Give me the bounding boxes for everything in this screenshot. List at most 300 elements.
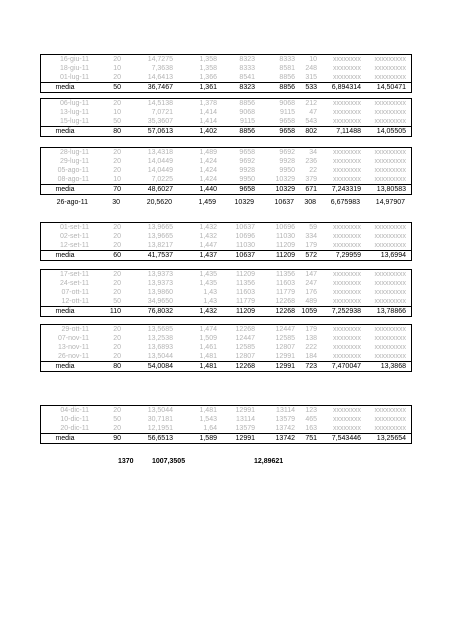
qty-cell: 20: [113, 158, 121, 165]
date-cell: 29-lug-11: [59, 158, 89, 165]
qty-cell: 20: [113, 280, 121, 287]
table-row: [41, 334, 411, 343]
km-start-cell: 11030: [236, 242, 255, 249]
km-start-cell: 11356: [236, 280, 255, 287]
table-row: [41, 108, 411, 117]
price-cell: 1,378: [199, 100, 217, 107]
date-cell: 08-ago-11: [57, 176, 89, 183]
price-cell: 1,43: [203, 289, 217, 296]
qty-cell: 20: [113, 100, 121, 107]
table-row: [41, 406, 411, 415]
km-diff-cell: 379: [305, 176, 317, 183]
amount-cell: 13,9373: [147, 271, 173, 278]
km-end-cell: 13579: [275, 416, 295, 423]
ratio-a-cell: 6,894314: [331, 84, 361, 91]
price-cell: 1,424: [199, 167, 217, 174]
qty-cell: 20: [113, 74, 121, 81]
ratio-b-cell: xxxxxxxxx: [374, 344, 406, 351]
totals-row: [40, 458, 410, 468]
km-start-cell: 11209: [236, 308, 255, 315]
date-cell: 01-set-11: [59, 224, 89, 231]
km-end-cell: 9692: [279, 149, 295, 156]
qty-cell: 20: [113, 326, 121, 333]
km-start-cell: 9928: [239, 167, 255, 174]
amount-cell: 13,9665: [147, 233, 173, 240]
ratio-a-cell: xxxxxxxx: [333, 176, 361, 183]
ratio-a-cell: xxxxxxxx: [333, 109, 361, 116]
price-cell: 1,481: [199, 407, 217, 414]
data-block: [40, 147, 412, 195]
ratio-b-cell: xxxxxxxxx: [374, 353, 406, 360]
km-diff-cell: 802: [305, 128, 317, 135]
km-diff-cell: 34: [309, 149, 317, 156]
table-row: [41, 166, 411, 175]
date-cell: 28-lug-11: [59, 149, 89, 156]
ratio-b-cell: 14,97907: [375, 199, 405, 206]
ratio-a-cell: 7,11488: [336, 128, 361, 135]
table-row: [41, 297, 411, 306]
price-cell: 1,402: [199, 128, 217, 135]
ratio-a-cell: 7,252938: [331, 308, 361, 315]
qty-cell: 50: [113, 298, 121, 305]
ratio-a-cell: xxxxxxxx: [333, 242, 361, 249]
amount-cell: 13,9860: [147, 289, 173, 296]
amount-cell: 14,6413: [147, 74, 173, 81]
amount-cell: 7,0721: [151, 109, 173, 116]
km-end-cell: 12585: [275, 335, 295, 342]
table-row: [41, 415, 411, 424]
amount-cell: 30,7181: [147, 416, 173, 423]
ratio-a-cell: xxxxxxxx: [333, 280, 361, 287]
km-diff-cell: 222: [305, 344, 317, 351]
km-start-cell: 8856: [239, 128, 255, 135]
ratio-a-cell: xxxxxxxx: [333, 74, 361, 81]
price-cell: 1,64: [203, 425, 217, 432]
amount-cell: 7,0225: [151, 176, 173, 183]
ratio-b-cell: xxxxxxxxx: [374, 109, 406, 116]
ratio-a-cell: xxxxxxxx: [333, 298, 361, 305]
price-cell: 1,414: [199, 109, 217, 116]
media-label: media: [55, 308, 75, 315]
table-row: [41, 117, 411, 126]
km-start-cell: 11779: [236, 298, 255, 305]
table-row: [41, 270, 411, 279]
price-cell: 1,461: [199, 344, 217, 351]
qty-cell: 50: [113, 118, 121, 125]
km-end-cell: 12268: [275, 298, 295, 305]
km-end-cell: 12268: [275, 308, 295, 315]
total-ratio: 12,89621: [254, 458, 284, 465]
km-diff-cell: 572: [305, 252, 317, 259]
amount-cell: 14,5138: [147, 100, 173, 107]
amount-cell: 13,9665: [147, 224, 173, 231]
km-diff-cell: 147: [305, 271, 317, 278]
km-end-cell: 12447: [275, 326, 295, 333]
km-diff-cell: 248: [305, 65, 317, 72]
table-row: [41, 279, 411, 288]
km-diff-cell: 533: [305, 84, 317, 91]
ratio-b-cell: 13,78866: [376, 308, 406, 315]
date-cell: 12-set-11: [59, 242, 89, 249]
km-start-cell: 8323: [239, 56, 255, 63]
amount-cell: 7,3638: [151, 65, 173, 72]
km-start-cell: 12268: [235, 326, 255, 333]
price-cell: 1,589: [199, 435, 217, 442]
km-end-cell: 10637: [274, 199, 294, 206]
ratio-a-cell: xxxxxxxx: [333, 326, 361, 333]
km-end-cell: 9658: [279, 128, 295, 135]
km-end-cell: 11603: [276, 280, 295, 287]
table-row: [41, 223, 411, 232]
price-cell: 1,432: [199, 233, 217, 240]
km-end-cell: 8581: [279, 65, 295, 72]
price-cell: 1,358: [199, 56, 217, 63]
km-diff-cell: 334: [305, 233, 317, 240]
km-end-cell: 8333: [279, 56, 295, 63]
amount-cell: 36,7467: [147, 84, 173, 91]
amount-cell: 76,8032: [147, 308, 173, 315]
km-diff-cell: 489: [305, 298, 317, 305]
ratio-a-cell: xxxxxxxx: [333, 233, 361, 240]
media-label: media: [55, 84, 75, 91]
km-diff-cell: 465: [305, 416, 317, 423]
price-cell: 1,435: [199, 280, 217, 287]
amount-cell: 13,5044: [147, 407, 173, 414]
table-row: [41, 175, 411, 184]
table-row: [41, 148, 411, 157]
qty-cell: 80: [113, 363, 121, 370]
ratio-b-cell: xxxxxxxxx: [374, 233, 406, 240]
amount-cell: 41,7537: [147, 252, 173, 259]
ratio-b-cell: 14,05505: [376, 128, 406, 135]
date-cell: 13-lug-11: [59, 109, 89, 116]
qty-cell: 80: [113, 128, 121, 135]
km-diff-cell: 1059: [301, 308, 317, 315]
km-start-cell: 10329: [234, 199, 254, 206]
ratio-b-cell: xxxxxxxxx: [374, 416, 406, 423]
km-end-cell: 11209: [276, 252, 295, 259]
date-cell: 02-set-11: [59, 233, 89, 240]
data-block: [40, 54, 412, 93]
table-row: [41, 352, 411, 361]
price-cell: 1,437: [199, 252, 217, 259]
date-cell: 06-lug-11: [59, 100, 89, 107]
qty-cell: 50: [113, 416, 121, 423]
price-cell: 1,43: [203, 298, 217, 305]
qty-cell: 20: [113, 242, 121, 249]
qty-cell: 20: [113, 56, 121, 63]
km-start-cell: 12585: [235, 344, 255, 351]
total-amount: 1007,3505: [152, 458, 186, 465]
date-cell: 17-set-11: [59, 271, 89, 278]
km-diff-cell: 59: [309, 224, 317, 231]
price-cell: 1,358: [199, 65, 217, 72]
date-cell: 07-nov-11: [57, 335, 89, 342]
date-cell: 29-ott-11: [61, 326, 89, 333]
price-cell: 1,424: [199, 176, 217, 183]
km-start-cell: 12268: [235, 363, 255, 370]
km-diff-cell: 543: [305, 118, 317, 125]
ratio-b-cell: xxxxxxxxx: [374, 289, 406, 296]
ratio-a-cell: xxxxxxxx: [333, 271, 361, 278]
amount-cell: 14,0449: [147, 158, 173, 165]
price-cell: 1,361: [199, 84, 217, 91]
media-row: [41, 306, 411, 316]
date-cell: 15-lug-11: [59, 118, 89, 125]
ratio-b-cell: xxxxxxxxx: [374, 224, 406, 231]
price-cell: 1,481: [199, 363, 217, 370]
single-row-26-ago: [40, 198, 410, 207]
km-end-cell: 10329: [275, 176, 295, 183]
km-start-cell: 10637: [235, 252, 255, 259]
ratio-b-cell: 13,3868: [380, 363, 406, 370]
table-row: [41, 424, 411, 433]
ratio-a-cell: xxxxxxxx: [333, 353, 361, 360]
km-end-cell: 8856: [279, 74, 295, 81]
km-diff-cell: 236: [305, 158, 317, 165]
ratio-a-cell: 7,543446: [331, 435, 361, 442]
data-block: [40, 269, 412, 317]
ratio-b-cell: xxxxxxxxx: [374, 118, 406, 125]
ratio-a-cell: xxxxxxxx: [333, 100, 361, 107]
date-cell: 26-ago-11: [56, 199, 88, 206]
qty-cell: 20: [113, 271, 121, 278]
qty-cell: 70: [113, 186, 121, 193]
ratio-b-cell: xxxxxxxxx: [374, 407, 406, 414]
km-end-cell: 12991: [275, 363, 295, 370]
qty-cell: 90: [113, 435, 121, 442]
ratio-b-cell: xxxxxxxxx: [374, 56, 406, 63]
km-end-cell: 13114: [276, 407, 295, 414]
amount-cell: 14,0449: [147, 167, 173, 174]
km-diff-cell: 315: [305, 74, 317, 81]
km-end-cell: 13742: [275, 425, 295, 432]
media-row: [41, 184, 411, 194]
km-diff-cell: 671: [305, 186, 317, 193]
date-cell: 12-ott-11: [61, 298, 89, 305]
media-row: [41, 361, 411, 371]
km-diff-cell: 138: [305, 335, 317, 342]
qty-cell: 20: [113, 167, 121, 174]
ratio-a-cell: xxxxxxxx: [333, 344, 361, 351]
ratio-a-cell: xxxxxxxx: [333, 167, 361, 174]
data-block: [40, 98, 412, 137]
ratio-b-cell: xxxxxxxxx: [374, 298, 406, 305]
ratio-b-cell: xxxxxxxxx: [374, 326, 406, 333]
media-row: [41, 126, 411, 136]
media-label: media: [55, 128, 75, 135]
qty-cell: 10: [113, 176, 121, 183]
price-cell: 1,481: [199, 353, 217, 360]
ratio-a-cell: xxxxxxxx: [333, 335, 361, 342]
km-start-cell: 13579: [235, 425, 255, 432]
price-cell: 1,459: [198, 199, 216, 206]
amount-cell: 56,6513: [147, 435, 173, 442]
ratio-a-cell: xxxxxxxx: [333, 416, 361, 423]
ratio-a-cell: xxxxxxxx: [333, 118, 361, 125]
price-cell: 1,414: [199, 118, 217, 125]
km-start-cell: 10637: [235, 224, 255, 231]
km-diff-cell: 176: [305, 289, 317, 296]
km-diff-cell: 123: [305, 407, 317, 414]
km-end-cell: 9115: [279, 109, 295, 116]
table-row: [41, 73, 411, 82]
data-block: [40, 405, 412, 444]
km-start-cell: 9658: [239, 186, 255, 193]
qty-cell: 50: [113, 84, 121, 91]
qty-cell: 110: [109, 308, 121, 315]
km-diff-cell: 212: [305, 100, 317, 107]
km-end-cell: 9950: [279, 167, 295, 174]
km-end-cell: 12807: [275, 344, 295, 351]
km-diff-cell: 247: [305, 280, 317, 287]
km-diff-cell: 179: [305, 326, 317, 333]
data-block: [40, 324, 412, 372]
amount-cell: 13,8217: [147, 242, 173, 249]
amount-cell: 13,4318: [147, 149, 173, 156]
km-start-cell: 12991: [235, 435, 255, 442]
ratio-a-cell: xxxxxxxx: [333, 149, 361, 156]
ratio-b-cell: xxxxxxxxx: [374, 280, 406, 287]
km-start-cell: 9115: [239, 118, 255, 125]
price-cell: 1,435: [199, 271, 217, 278]
table-row: [41, 288, 411, 297]
amount-cell: 14,7275: [147, 56, 173, 63]
km-start-cell: 9950: [239, 176, 255, 183]
amount-cell: 13,6893: [147, 344, 173, 351]
ratio-b-cell: xxxxxxxxx: [374, 271, 406, 278]
km-end-cell: 9658: [279, 118, 295, 125]
km-end-cell: 11209: [276, 242, 295, 249]
date-cell: 16-giu-11: [59, 56, 89, 63]
ratio-b-cell: 13,80583: [376, 186, 406, 193]
qty-cell: 20: [113, 233, 121, 240]
ratio-a-cell: 7,470047: [331, 363, 361, 370]
km-end-cell: 8856: [279, 84, 295, 91]
km-end-cell: 11779: [276, 289, 295, 296]
km-start-cell: 9658: [239, 149, 255, 156]
km-start-cell: 9068: [239, 109, 255, 116]
qty-cell: 20: [113, 344, 121, 351]
km-start-cell: 11209: [236, 271, 255, 278]
km-end-cell: 11030: [276, 233, 295, 240]
ratio-b-cell: xxxxxxxxx: [374, 242, 406, 249]
km-end-cell: 9068: [279, 100, 295, 107]
table-row: [41, 325, 411, 334]
date-cell: 13-nov-11: [57, 344, 89, 351]
price-cell: 1,424: [199, 158, 217, 165]
km-start-cell: 8323: [239, 84, 255, 91]
ratio-a-cell: xxxxxxxx: [333, 65, 361, 72]
date-cell: 04-dic-11: [60, 407, 89, 414]
km-diff-cell: 163: [305, 425, 317, 432]
qty-cell: 20: [113, 149, 121, 156]
km-end-cell: 13742: [275, 435, 295, 442]
ratio-a-cell: 6,675983: [330, 199, 360, 206]
ratio-a-cell: xxxxxxxx: [333, 407, 361, 414]
ratio-b-cell: 13,25654: [376, 435, 406, 442]
amount-cell: 13,5044: [147, 353, 173, 360]
qty-cell: 10: [113, 109, 121, 116]
qty-cell: 20: [113, 425, 121, 432]
media-row: [41, 82, 411, 92]
date-cell: 07-ott-11: [61, 289, 89, 296]
qty-cell: 20: [113, 224, 121, 231]
km-start-cell: 12807: [235, 353, 255, 360]
km-start-cell: 8856: [239, 100, 255, 107]
table-row: [41, 241, 411, 250]
km-end-cell: 10329: [275, 186, 295, 193]
km-start-cell: 9692: [239, 158, 255, 165]
date-cell: 26-nov-11: [57, 353, 89, 360]
media-label: media: [55, 186, 75, 193]
table-row: [41, 99, 411, 108]
ratio-a-cell: xxxxxxxx: [333, 56, 361, 63]
media-label: media: [55, 252, 75, 259]
date-cell: 20-dic-11: [60, 425, 89, 432]
price-cell: 1,543: [199, 416, 217, 423]
price-cell: 1,447: [199, 242, 217, 249]
ratio-a-cell: 7,243319: [331, 186, 361, 193]
ratio-b-cell: xxxxxxxxx: [374, 425, 406, 432]
ratio-a-cell: xxxxxxxx: [333, 289, 361, 296]
amount-cell: 54,0084: [147, 363, 173, 370]
amount-cell: 20,5620: [146, 199, 172, 206]
table-row: [41, 232, 411, 241]
qty-cell: 10: [113, 65, 121, 72]
price-cell: 1,432: [199, 308, 217, 315]
km-diff-cell: 47: [309, 109, 317, 116]
ratio-b-cell: xxxxxxxxx: [374, 100, 406, 107]
ratio-a-cell: 7,29959: [335, 252, 361, 259]
media-row: [41, 433, 411, 443]
price-cell: 1,509: [199, 335, 217, 342]
km-diff-cell: 10: [309, 56, 317, 63]
qty-cell: 20: [113, 353, 121, 360]
price-cell: 1,474: [199, 326, 217, 333]
km-start-cell: 8333: [239, 65, 255, 72]
km-end-cell: 10696: [275, 224, 295, 231]
km-start-cell: 10696: [235, 233, 255, 240]
km-diff-cell: 179: [305, 242, 317, 249]
total-qty: 1370: [118, 458, 134, 465]
qty-cell: 20: [113, 335, 121, 342]
date-cell: 24-set-11: [59, 280, 89, 287]
km-diff-cell: 22: [309, 167, 317, 174]
date-cell: 10-dic-11: [60, 416, 89, 423]
media-label: media: [55, 435, 75, 442]
qty-cell: 60: [113, 252, 121, 259]
km-diff-cell: 308: [304, 199, 316, 206]
km-start-cell: 8541: [239, 74, 255, 81]
qty-cell: 20: [113, 289, 121, 296]
amount-cell: 48,6027: [147, 186, 173, 193]
ratio-b-cell: xxxxxxxxx: [374, 335, 406, 342]
km-start-cell: 11603: [236, 289, 255, 296]
km-diff-cell: 184: [305, 353, 317, 360]
price-cell: 1,366: [199, 74, 217, 81]
qty-cell: 30: [112, 199, 120, 206]
price-cell: 1,432: [199, 224, 217, 231]
ratio-a-cell: xxxxxxxx: [333, 425, 361, 432]
amount-cell: 12,1951: [147, 425, 173, 432]
ratio-a-cell: xxxxxxxx: [333, 158, 361, 165]
table-row: [41, 157, 411, 166]
data-block: [40, 222, 412, 261]
table-row: [41, 64, 411, 73]
km-end-cell: 9928: [279, 158, 295, 165]
amount-cell: 34,9650: [147, 298, 173, 305]
